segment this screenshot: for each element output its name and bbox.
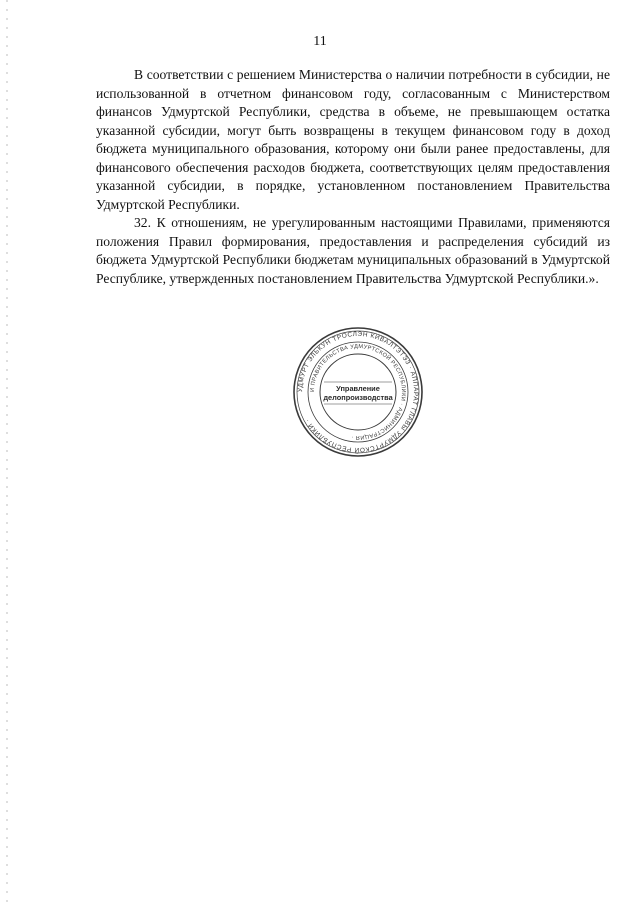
scan-edge-artifact bbox=[6, 0, 8, 905]
seal-center-line-1: Управление bbox=[336, 384, 380, 393]
seal-ring-inner-text: И ПРАВИТЕЛЬСТВА УДМУРТСКОЙ РЕСПУБЛИКИ · АДМИНИСТРАЦИЯ · bbox=[309, 343, 407, 441]
paragraph-subsidy-return: В соответствии с решением Министерства о наличии потребности в субсидии, не использованной в отчетном финансовом году, согласованным с Министерством финансов Удмуртской Республики, средства в объеме, не превышающем остатка указанной субсидии, могут быть возвращены в текущем финансовом году в доход бюджета муниципального образования, которому они были ранее предоставлены, для финансового обеспечения расходов бюджета, соответствующих целям предоставления указанной субсидии, в порядке, установленном постановлением Правительства Удмуртской Республики. bbox=[96, 67, 610, 212]
seal-graphic bbox=[292, 326, 424, 458]
official-seal bbox=[292, 326, 424, 458]
seal-ring-outer-text: УДМУРТ ЭЛЬКУН ТРОСЛЭН КИВАЛТЭТЭЗ · АППАРАТ ГЛАВЫ УДМУРТСКОЙ РЕСПУБЛИКИ · bbox=[296, 330, 420, 454]
paragraph-item-32: 32. К отношениям, не урегулированным настоящими Правилами, применяются положения Правил формирования, предоставления и распределения субсидий из бюджета Удмуртской Республики бюджетам муниципальных образований в Удмуртской Республике, утвержденных постановлением Правительства Удмуртской Республики.». bbox=[96, 215, 610, 286]
page-number: 11 bbox=[313, 34, 327, 49]
document-body bbox=[96, 66, 610, 288]
seal-center-line-2: делопроизводства bbox=[323, 393, 393, 402]
